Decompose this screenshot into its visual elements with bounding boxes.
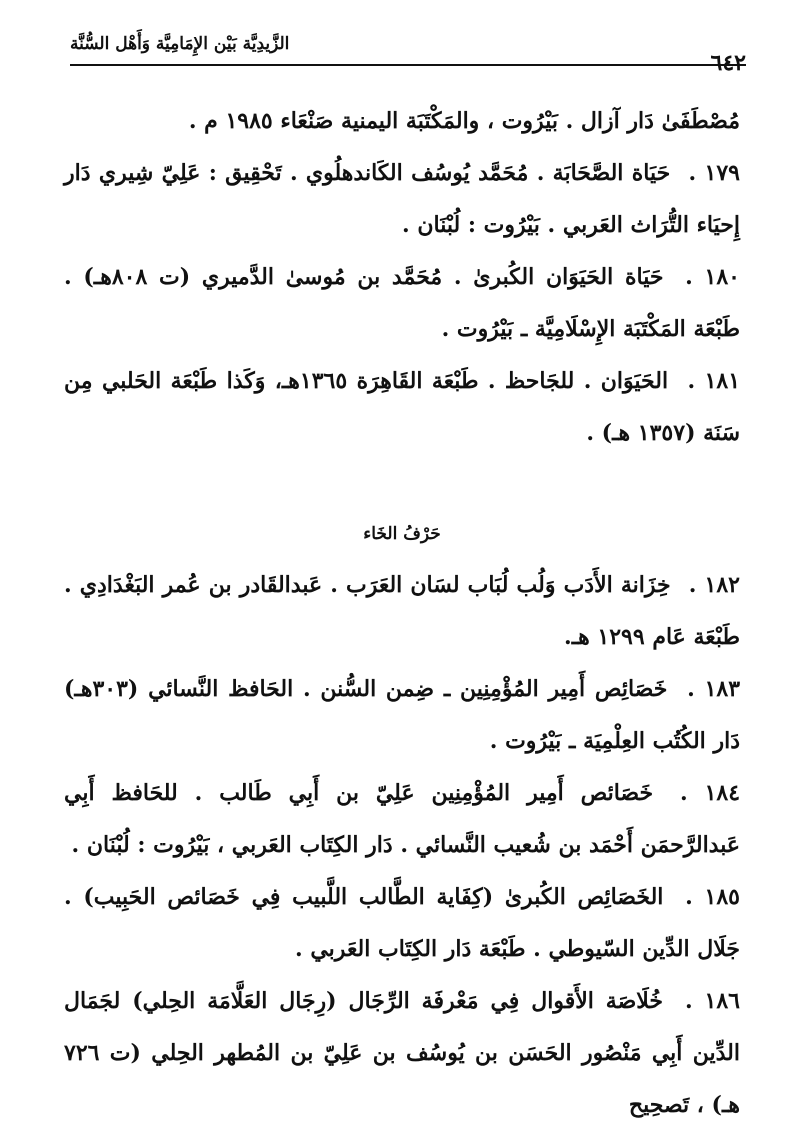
bibliography-entry [64,251,740,355]
entry-text: حَيَاة الحَيَوَان الكُبرىٰ . مُحَمَّد بن مُوسىٰ الدَّميري (ت ٨٠٨هـ) . طَبْعَة المَكْتَبَة الإِسْلَامِيَّة ـ بَيْرُوت . [64,264,740,342]
entry-text: حَيَاة الصَّحَابَة . مُحَمَّد يُوسُف الكَاندهلُوي . تَحْقِيق : عَلِيّ شِيري دَار إِحيَاء التُّرَاث العَربي . بَيْرُوت : لُبْنَان . [64,160,740,238]
entry-text: خِزَانة الأَدَب وَلُب لُبَاب لسَان العَرَب . عَبدالقَادر بن عُمر البَغْدَادِي . طَبْعَة عَام ١٢٩٩ هـ. [64,572,740,650]
bibliography-entry [64,871,740,975]
page-number: ٦٤٢ [710,50,746,76]
bibliography-entry [64,767,740,871]
entry-number: ١٨٦ . [684,988,740,1014]
entry-text: خَصَائِص أَمِير المُؤْمِنِين ـ ضِمن السُّنن . الحَافظ النَّسائي (٣٠٣هـ) دَار الكُتُب العِلْمِيَة ـ بَيْرُوت . [64,676,740,754]
entry-number: ١٧٩ . [688,160,740,186]
header-divider [70,64,746,66]
entry-number: ١٨٠ . [685,264,740,290]
bibliography-entry-continuation [64,95,740,147]
entry-text: الحَيَوَان . للجَاحظ . طَبْعَة القَاهِرَة ١٣٦٥هـ، وَكَذا طَبْعَة الحَلبي مِن سَنَة (١٣٥٧ هـ) . [64,368,740,446]
entry-number: ١٨٣ . [687,676,741,702]
entry-number: ١٨٥ . [685,884,740,910]
bibliography-entry [64,355,740,459]
entry-text: مُصْطَفَىٰ دَار آزال . بَيْرُوت ، والمَكْتَبَة اليمنية صَنْعَاء ١٩٨٥ م . [188,108,740,134]
bibliography-entry [64,975,740,1131]
bibliography-body [64,95,740,1131]
bibliography-entry [64,663,740,767]
entry-number: ١٨١ . [687,368,741,394]
running-title: الزَّيدِيَّة بَيْن الإِمَامِيَّة وَأَهْل السُّنَّة [70,34,290,54]
entry-number: ١٨٢ . [688,572,740,598]
page-header [70,28,746,76]
bibliography-entry [64,559,740,663]
entry-text: خَصَائص أَمِير المُؤْمِنِين عَلِيّ بن أَبِي طَالب . للحَافظ أَبِي عَبدالرَّحمَن أَحْمَد بن شُعيب النَّسائي . دَار الكِتَاب العَربي ، بَيْرُوت : لُبْنَان . [64,780,740,858]
section-heading: حَرْفُ الخَاء [363,524,441,544]
entry-text: خُلَاصَة الأَقوال فِي مَعْرفَة الرِّجَال (رِجَال العَلَّامَة الحِلي) لجَمَال الدِّين أَبِي مَنْصُور الحَسَن بن يُوسُف بن عَلِيّ بن المُطهر الحِلي (ت ٧٢٦ هـ) ، تَصحِيح [64,988,740,1118]
bibliography-entry [64,147,740,251]
entry-number: ١٨٤ . [680,780,741,806]
entry-text: الخَصَائِص الكُبرىٰ (كِفَاية الطَّالب اللَّبيب فِي خَصَائص الحَبِيب) . جَلَال الدِّين السّيوطي . طَبْعَة دَار الكِتَاب العَربي . [64,884,740,962]
